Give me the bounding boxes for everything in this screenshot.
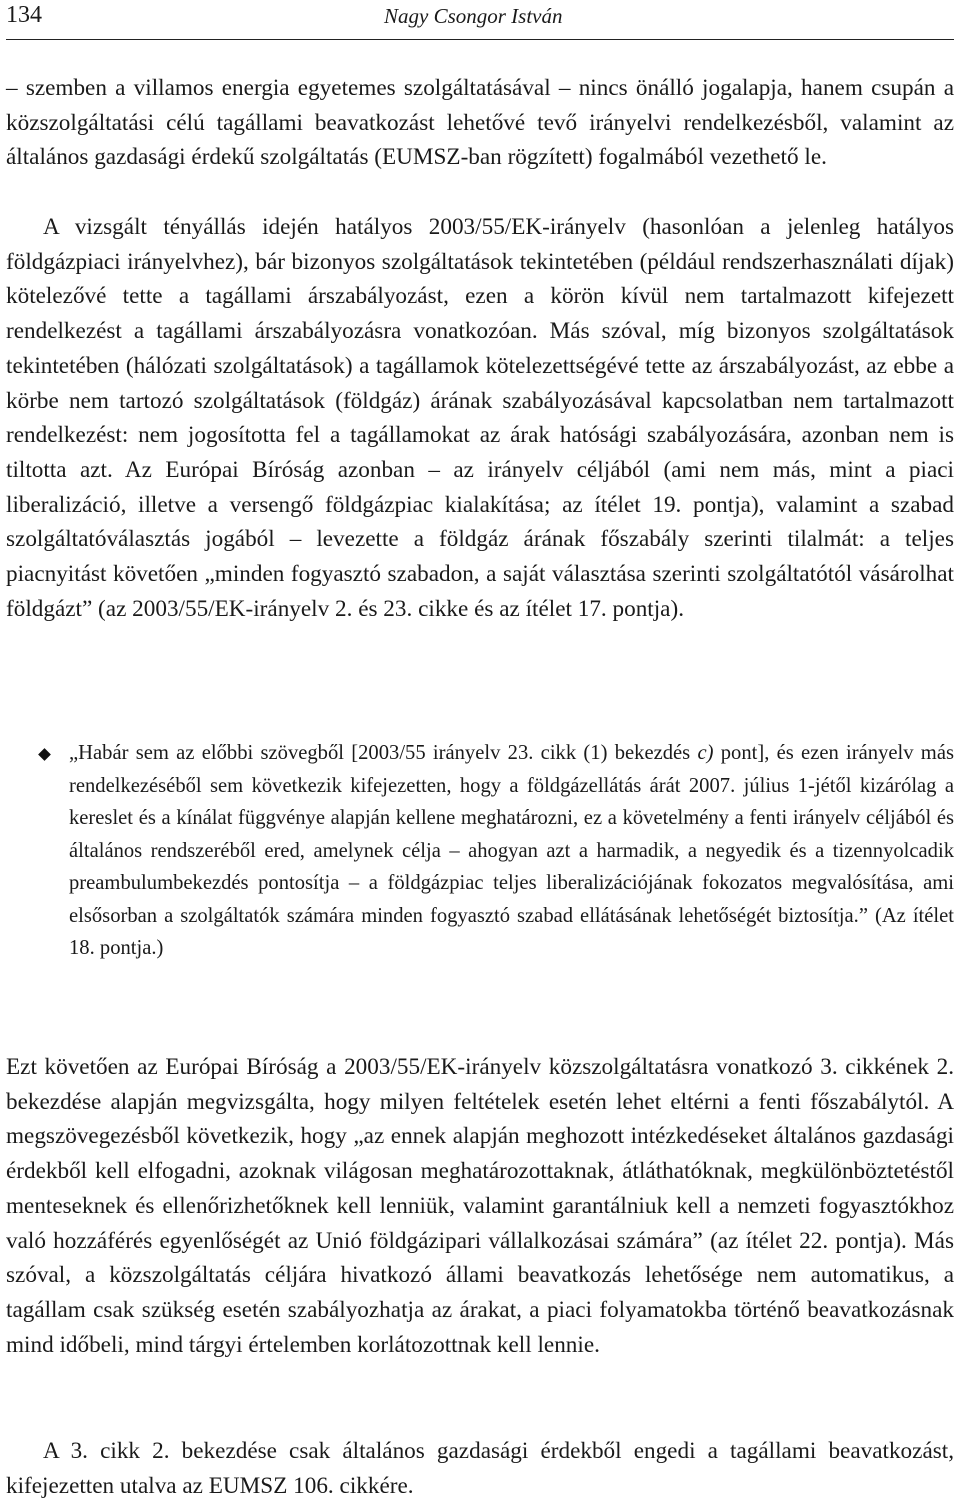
quote-italic-text: c) (697, 742, 714, 764)
page-number: 134 (6, 2, 42, 28)
page-header (0, 0, 960, 40)
block-quote (69, 737, 954, 965)
paragraph-2: A vizsgált tényállás idején hatályos 2003/55/EK-irányelv (hasonlóan a jelenleg hatályos földgázpiaci irányelvhez), bár bizonyos szolgáltatások tekintetében (például rendszerhasználati díjak) kötelezővé tette a tagállami árszabályozást, ezen a körön kívül nem tartalmazott kifejezett rendelkezést a tagállami árszabályozásra vonatkozóan. Más szóval, míg bizonyos szolgáltatások tekintetében (hálózati szolgáltatások) a tagállamok kötelezettségévé tette az árszabályozást, az ebbe a körbe nem tartozó szolgáltatások (földgáz) árának szabályozásával kapcsolatban nem tartalmazott rendelkezést: nem jogosította fel a tagállamokat az árak hatósági szabályozására, azonban nem is tiltotta azt. Az Európai Bíróság azonban – az irányelv céljából (ami nem más, mint a piaci liberalizáció, illetve a versengő földgázpiac kialakítása; az ítélet 19. pontja), valamint a szabad szolgáltatóválasztás jogából – levezette a földgáz árának főszabály szerinti tilalmát: a teljes piacnyitást követően „minden fogyasztó szabadon, a saját választása szerinti szolgáltatótól vásárolhat földgázt” (az 2003/55/EK-irányelv 2. és 23. cikke és az ítélet 17. pontja). (6, 214, 954, 622)
paragraph-4: A 3. cikk 2. bekezdése csak általános gazdasági érdekből engedi a tagállami beavatkozást, kifejezetten utalva az EUMSZ 106. cikkére. (6, 1438, 954, 1499)
header-rule (6, 39, 954, 40)
paragraph-3: Ezt követően az Európai Bíróság a 2003/55/EK-irányelv közszolgáltatásra vonatkozó 3. cikkének 2. bekezdése alapján megvizsgálta, hogy milyen feltételek esetén lehet eltérni a fenti főszabálytól. A megszövegezésből következik, hogy „az ennek alapján meghozott intézkedéseket általános gazdasági érdekből kell elfogadni, azoknak világosan meghatározottaknak, átláthatóknak, megkülönböztetéstől menteseknek és ellenőrizhetőknek kell lenniük, valamint garantálniuk kell a nemzeti fogyasztókhoz való hozzáférés egyenlőségét az Unió földgázipari vállalkozásai számára” (az ítélet 22. pontja). Más szóval, a közszolgáltatás céljára hivatkozó állami beavatkozás lehetősége nem automatikus, a tagállam csak szükség esetén szabályozhatja az árakat, a piaci folyamatokba történő beavatkozásnak mind időbeli, mind tárgyi értelemben korlátozottnak kell lennie. (6, 1054, 954, 1358)
paragraph-1: – szemben a villamos energia egyetemes szolgáltatásával – nincs önálló jogalapja, hanem csupán a közszolgáltatási célú tagállami beavatkozást lehetővé tevő irányelvi rendelkezésből, valamint az általános gazdasági érdekű szolgáltatás (EUMSZ-ban rögzített) fogalmából vezethető le. (6, 75, 954, 171)
quote-text-start: „Habár sem az előbbi szövegből [2003/55 irányelv 23. cikk (1) bekezdés (69, 742, 698, 764)
quote-text-end: pont], és ezen irányelv más rendelkezéséből sem következik kifejezetten, hogy a földgázellátás árát 2007. július 1-jétől kizárólag a kereslet és a kínálat függvénye alapján kellene meghatározni, ez a követelmény a fenti irányelv céljából és általános rendszeréből ered, amelynek célja – ahogyan azt a harmadik, a negyedik és a tizennyolcadik preambulumbekezdés pontosítja – a földgázpiac teljes liberalizációjának fokozatos megvalósítása, ami elsősorban a szolgáltatók számára minden fogyasztó szabad ellátásának lehetőségét biztosítja.” (Az ítélet 18. pontja.) (69, 742, 954, 959)
diamond-bullet-icon (38, 748, 51, 761)
running-title: Nagy Csongor István (384, 4, 563, 28)
